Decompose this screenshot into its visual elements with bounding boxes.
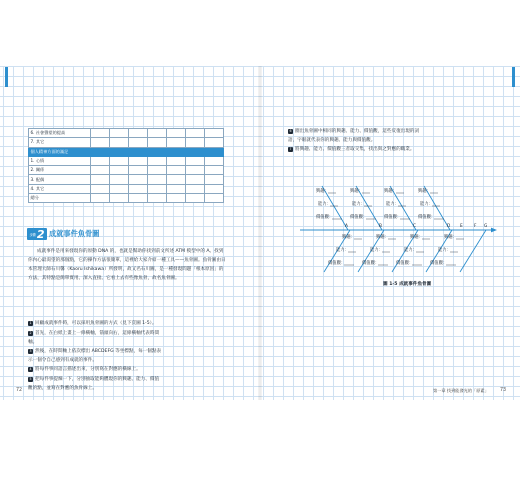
svg-text:興趣：: 興趣： <box>384 189 397 194</box>
list-item: 7 將興趣、能力、價值觀三者取交集，找出與之對應的職業。 <box>289 146 415 152</box>
lower-branch-2 <box>362 233 396 266</box>
table-row-label: 6. 社會聲望的提高 <box>29 129 91 138</box>
point-c: C <box>413 224 417 229</box>
step-number-icon: 5 <box>29 376 32 381</box>
figure-caption: 圖 1-5 成就事件魚骨圖 <box>383 282 432 287</box>
table-section-label: 個人精神方面的滿足 <box>29 147 91 156</box>
table-row-label: 2. 關係 <box>29 166 91 175</box>
svg-text:價值觀：: 價值觀： <box>350 215 368 220</box>
top-margin <box>0 0 520 66</box>
table-row-label: 7. 其它 <box>29 138 91 147</box>
list-item: 6 圈出魚骨圖中相同的興趣、能力、價值觀，這些反復出現的詞 <box>289 128 420 134</box>
table-row-label: 3. 配偶 <box>29 175 91 184</box>
svg-text:能力：: 能力： <box>404 248 417 253</box>
svg-text:價值觀：: 價值觀： <box>316 215 334 220</box>
svg-text:能力：: 能力： <box>386 202 399 207</box>
point-d: D <box>447 224 451 229</box>
table-row <box>29 166 224 175</box>
list-item-continued: 觀的點，並寫在對應的魚骨線上。 <box>28 385 97 391</box>
chapter-title: 找到能發光的「原素」 <box>446 388 489 393</box>
lower-bone-5 <box>460 230 486 272</box>
arrowhead-icon <box>491 228 497 233</box>
table-section-row <box>29 147 224 156</box>
timeline-points <box>345 223 487 229</box>
list-item: 1 回顧成就事件時，可以採用魚骨圖的方式（見下頁圖 1-5）。 <box>29 320 157 326</box>
svg-text:興趣：: 興趣： <box>418 189 431 194</box>
svg-text:價值觀：: 價值觀： <box>384 215 402 220</box>
intro-paragraph: 成就事件是用來發現你的原動 DNA 的，也就是幫助你找到前文所述 ATM 模型中的 A。找到你內心最渴望的那個點，它的操作方法很簡單，這裡給大家介紹一種工具——魚骨圖。魚骨圖由日本管理大師石川馨（Kaoru Ishikawa）所發明，故又名石川圖，是一種發現問題「根本原因」的方法，其特點是簡單實用、深入直接。它看上去有些像魚骨，故名魚骨圖。 <box>28 249 226 281</box>
svg-text:興趣：: 興趣： <box>376 235 389 240</box>
left-side-tab <box>5 67 8 87</box>
svg-text:能力：: 能力： <box>336 248 349 253</box>
section-title: 成就事件魚骨圖 <box>49 229 100 238</box>
svg-text:價值觀：: 價值觀： <box>430 261 448 266</box>
svg-text:興趣：: 興趣： <box>410 235 423 240</box>
step-number-icon: 7 <box>289 146 292 151</box>
svg-text:能力：: 能力： <box>318 202 331 207</box>
svg-text:興趣：: 興趣： <box>342 235 355 240</box>
right-side-tab <box>512 67 515 87</box>
list-item-continued: 示一個令自己感到有成就的事件。 <box>28 357 97 363</box>
svg-text:能力：: 能力： <box>370 248 383 253</box>
upper-branch-1 <box>316 187 342 220</box>
table-row-label: 1. 心情 <box>29 156 91 165</box>
list-item: 5 把每件事提煉一下，分別抽取能夠體現你的興趣、能力、價值 <box>29 376 160 382</box>
list-item-continued: 軸。 <box>28 339 38 345</box>
table-row <box>29 194 224 203</box>
page-number-left: 72 <box>16 388 23 393</box>
step-badge-number: 2 <box>36 227 45 241</box>
step-badge-label: 步驟 <box>29 232 36 237</box>
svg-text:能力：: 能力： <box>438 248 451 253</box>
point-e: E <box>460 224 463 229</box>
step-number-icon: 3 <box>29 348 32 353</box>
chapter-marker: 第一章 <box>433 388 446 393</box>
page-number-right: 73 <box>500 388 507 393</box>
page-gutter <box>258 66 262 400</box>
table-total-label: 總分 <box>29 194 91 203</box>
table-row <box>29 175 224 184</box>
step-number-icon: 4 <box>29 366 32 371</box>
self-assessment-table <box>28 128 224 203</box>
upper-branch-2 <box>350 187 376 220</box>
upper-branch-3 <box>384 187 410 220</box>
fishbone-diagram <box>298 178 498 278</box>
table-row <box>29 184 224 193</box>
lower-branch-1 <box>328 233 362 266</box>
table-row-label: 4. 其它 <box>29 184 91 193</box>
lower-branch-4 <box>430 233 464 266</box>
point-b: B <box>379 224 382 229</box>
svg-text:興趣：: 興趣： <box>350 189 363 194</box>
step-number-icon: 6 <box>289 128 292 133</box>
bottom-margin <box>0 400 520 500</box>
svg-text:價值觀：: 價值觀： <box>328 261 346 266</box>
svg-text:價值觀：: 價值觀： <box>396 261 414 266</box>
lower-branch-3 <box>396 233 430 266</box>
point-a: A <box>345 224 348 229</box>
svg-text:興趣：: 興趣： <box>316 189 329 194</box>
point-f: F <box>474 224 477 229</box>
list-item: 2 首先，在白紙上畫上一條橫軸，箭頭向右，這條橫軸代表時間 <box>29 330 160 336</box>
step-number-icon: 1 <box>29 320 32 325</box>
running-footer <box>433 388 489 394</box>
table-row <box>29 129 224 138</box>
svg-text:價值觀：: 價值觀： <box>362 261 380 266</box>
list-item-continued: 語，字眼就代表你的興趣、能力與價值觀。 <box>288 137 376 143</box>
table-row <box>29 156 224 165</box>
step-badge <box>27 228 47 240</box>
svg-text:價值觀：: 價值觀： <box>418 215 436 220</box>
list-item: 3 然後，在時間軸上依次標出 ABCDEFG 等坐標點，每一個點表 <box>29 348 162 354</box>
svg-text:興趣：: 興趣： <box>444 235 457 240</box>
point-g: G <box>484 224 488 229</box>
table-row <box>29 138 224 147</box>
upper-branch-4 <box>418 187 444 220</box>
svg-text:能力：: 能力： <box>420 202 433 207</box>
svg-text:能力：: 能力： <box>352 202 365 207</box>
step-number-icon: 2 <box>29 330 32 335</box>
list-item: 4 將每件事同語言描述出來，分別寫在對應的橫線上。 <box>29 366 141 372</box>
